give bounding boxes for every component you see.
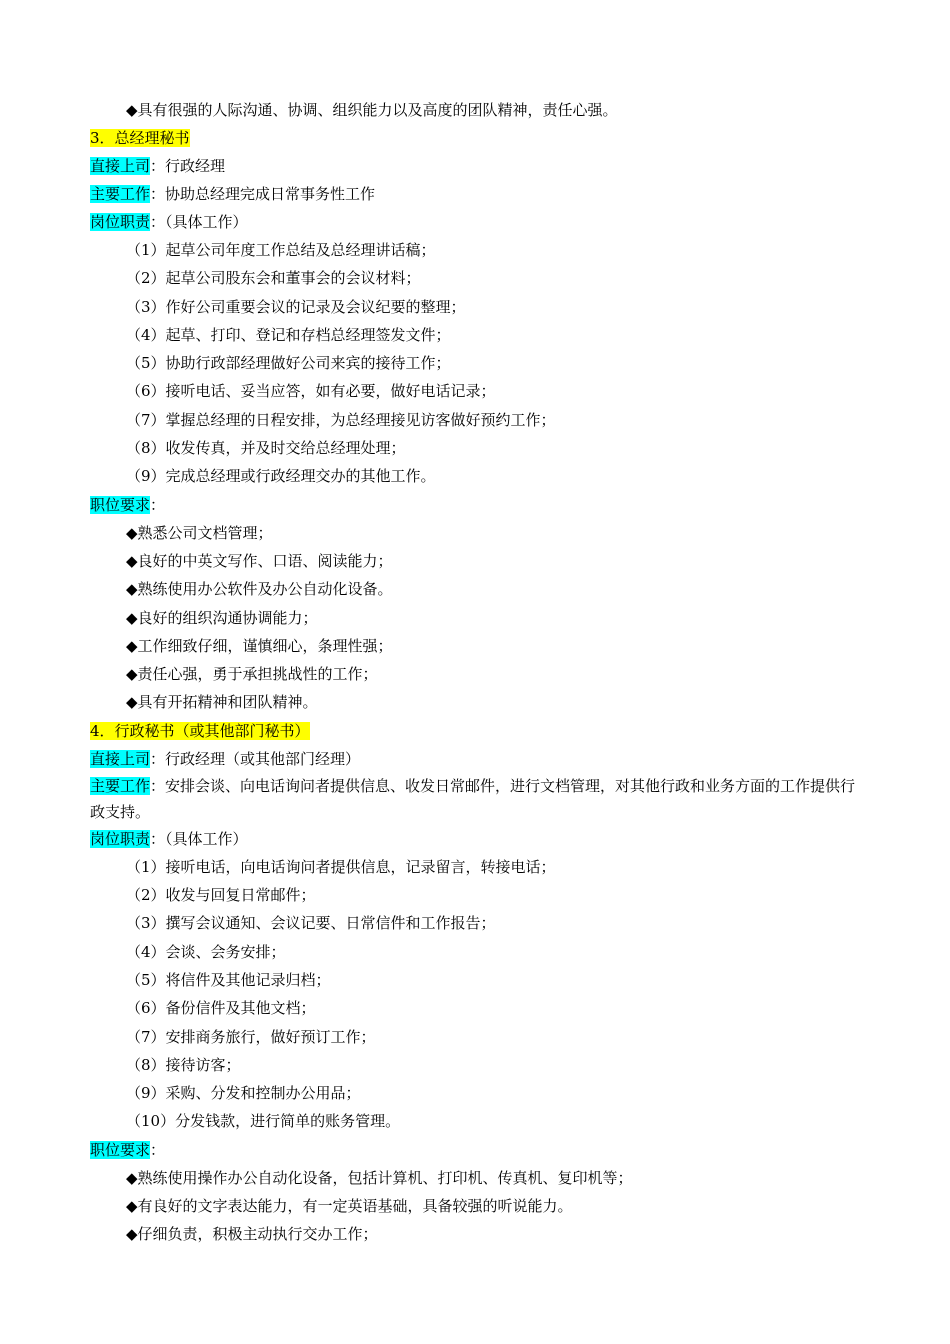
section3-heading: 3．总经理秘书 (90, 129, 190, 147)
list-item: （4）会谈、会务安排； (126, 942, 286, 961)
section3-heading-line (90, 124, 870, 152)
list-item: （6）备份信件及其他文档； (126, 999, 316, 1018)
list-item: （1）起草公司年度工作总结及总经理讲话稿； (126, 241, 436, 259)
document-page (90, 96, 870, 1249)
list-item: ◆具有开拓精神和团队精神。 (126, 693, 318, 712)
list-item: （2）起草公司股东会和董事会的会议材料； (126, 269, 421, 288)
section3-duties-list (90, 236, 870, 491)
list-item: （8）接待访客； (126, 1055, 241, 1074)
section4-requirements-header (90, 1136, 870, 1164)
list-item: （9）采购、分发和控制办公用品； (126, 1084, 361, 1103)
supervisor-label: 直接上司 (90, 157, 151, 175)
list-item: ◆良好的组织沟通协调能力； (126, 608, 318, 627)
list-item: ◆工作细致仔细，谨慎细心，条理性强； (126, 636, 393, 655)
list-item: （3）撰写会议通知、会议记要、日常信件和工作报告； (126, 914, 496, 933)
section3-main-work (90, 180, 870, 208)
section4-heading: 4．行政秘书（或其他部门秘书） (90, 721, 310, 740)
section3-requirements-header (90, 491, 870, 519)
list-item: （4）起草、打印、登记和存档总经理签发文件； (126, 325, 451, 344)
top-bullet: ◆具有很强的人际沟通、协调、组织能力以及高度的团队精神，责任心强。 (126, 101, 618, 119)
section4-requirements-list (90, 1164, 870, 1249)
list-item: （1）接听电话，向电话询问者提供信息，记录留言，转接电话； (126, 857, 556, 876)
main-work-label: 主要工作 (90, 776, 151, 795)
section4-heading-line (90, 717, 870, 745)
list-item: ◆熟练使用操作办公自动化设备，包括计算机、打印机、传真机、复印机等； (126, 1168, 633, 1187)
list-item: ◆熟练使用办公软件及办公自动化设备。 (126, 580, 393, 599)
section3-duties-header (90, 208, 870, 236)
section3-requirements-list (90, 519, 870, 717)
requirements-label: 职位要求 (90, 495, 151, 514)
main-work-value: ：协助总经理完成日常事务性工作 (150, 185, 376, 203)
list-item: （7）安排商务旅行，做好预订工作； (126, 1027, 376, 1046)
list-item: （6）接听电话、妥当应答，如有必要，做好电话记录； (126, 382, 496, 401)
section4-main-work (90, 773, 870, 825)
supervisor-label: 直接上司 (90, 749, 151, 768)
main-work-value: ：安排会谈、向电话询问者提供信息、收发日常邮件，进行文档管理，对其他行政和业务方面的工作提供行政支持。 (90, 776, 856, 821)
list-item: （7）掌握总经理的日程安排，为总经理接见访客做好预约工作； (126, 410, 556, 429)
list-item: ◆有良好的文字表达能力，有一定英语基础，具备较强的听说能力。 (126, 1197, 573, 1216)
list-item: ◆良好的中英文写作、口语、阅读能力； (126, 551, 393, 570)
list-item: （2）收发与回复日常邮件； (126, 886, 316, 905)
section3-supervisor (90, 152, 870, 180)
list-item: （3）作好公司重要会议的记录及会议纪要的整理； (126, 297, 466, 316)
supervisor-value: ：行政经理 (150, 157, 226, 175)
duties-label: 岗位职责 (90, 213, 151, 231)
duties-value: ：（具体工作） (150, 829, 248, 848)
list-item: （10）分发钱款，进行简单的账务管理。 (126, 1112, 401, 1131)
list-item: ◆责任心强，勇于承担挑战性的工作； (126, 665, 378, 684)
section4-duties-header (90, 825, 870, 853)
section4-duties-list (90, 853, 870, 1136)
list-item: （8）收发传真，并及时交给总经理处理； (126, 439, 406, 458)
duties-value: ：（具体工作） (150, 213, 248, 231)
list-item: ◆仔细负责，积极主动执行交办工作； (126, 1225, 378, 1244)
requirements-label: 职位要求 (90, 1140, 151, 1159)
supervisor-value: ：行政经理（或其他部门经理） (150, 749, 361, 768)
list-item: （9）完成总经理或行政经理交办的其他工作。 (126, 467, 436, 486)
list-item: （5）将信件及其他记录归档； (126, 970, 331, 989)
main-work-label: 主要工作 (90, 185, 151, 203)
requirements-value: ： (150, 1140, 166, 1159)
list-item: （5）协助行政部经理做好公司来宾的接待工作； (126, 354, 451, 373)
section4-supervisor (90, 745, 870, 773)
list-item: ◆熟悉公司文档管理； (126, 523, 273, 542)
duties-label: 岗位职责 (90, 829, 151, 848)
requirements-value: ： (150, 495, 166, 514)
